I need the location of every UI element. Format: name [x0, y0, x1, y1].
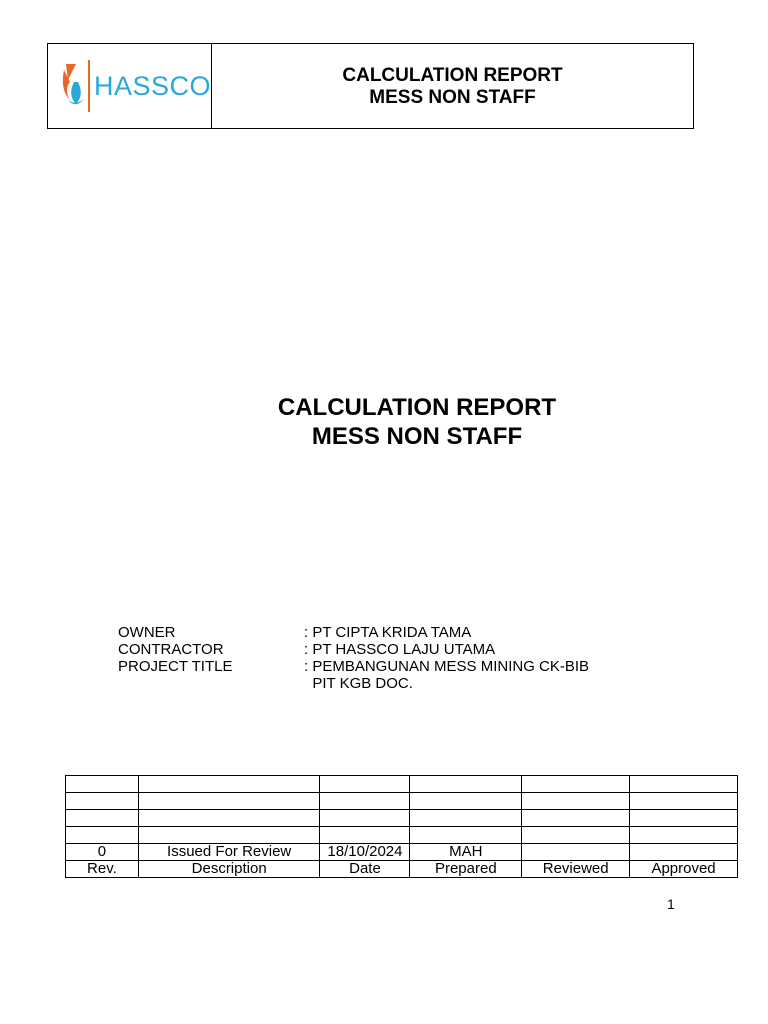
- table-header-cell: Rev.: [66, 861, 139, 878]
- table-cell: [320, 776, 410, 793]
- table-header-cell: Reviewed: [522, 861, 630, 878]
- table-cell: [320, 810, 410, 827]
- table-cell: [630, 810, 738, 827]
- info-row-project-title: [118, 658, 589, 675]
- info-value: : PEMBANGUNAN MESS MINING CK-BIB: [304, 658, 590, 675]
- table-cell: [522, 776, 630, 793]
- table-header-cell: Description: [138, 861, 320, 878]
- table-cell: [630, 793, 738, 810]
- page-number: 1: [667, 896, 675, 912]
- table-cell: [522, 810, 630, 827]
- table-cell: [66, 793, 139, 810]
- revision-table: [65, 775, 738, 878]
- info-label: OWNER: [118, 624, 176, 641]
- table-cell: [138, 810, 320, 827]
- info-value: : PT CIPTA KRIDA TAMA: [304, 624, 472, 641]
- table-row: [66, 776, 738, 793]
- table-cell: [522, 793, 630, 810]
- info-value: : PT HASSCO LAJU UTAMA: [304, 641, 496, 658]
- header-title: [212, 44, 693, 128]
- table-cell: [410, 793, 522, 810]
- table-cell: [522, 827, 630, 844]
- info-label: CONTRACTOR: [118, 641, 224, 658]
- table-cell: [66, 827, 139, 844]
- header-box: [47, 43, 694, 129]
- table-cell: 18/10/2024: [320, 844, 410, 861]
- table-cell: [630, 776, 738, 793]
- info-label: PROJECT TITLE: [118, 658, 233, 675]
- table-cell: [410, 827, 522, 844]
- table-cell: [410, 776, 522, 793]
- logo-text: HASSCO: [93, 70, 211, 101]
- info-row-contractor: [118, 641, 589, 658]
- header-title-line1: CALCULATION REPORT: [342, 65, 563, 86]
- page-title-line1: CALCULATION REPORT: [277, 394, 557, 421]
- info-row-project-title-cont: [118, 675, 589, 692]
- table-cell: [66, 810, 139, 827]
- table-row: [66, 827, 738, 844]
- logo-divider: [88, 60, 90, 112]
- page-title: [0, 393, 768, 451]
- table-header-cell: Prepared: [410, 861, 522, 878]
- table-cell: 0: [66, 844, 139, 861]
- table-cell: [320, 793, 410, 810]
- table-header-cell: Approved: [630, 861, 738, 878]
- table-cell: [320, 827, 410, 844]
- header-title-line2: MESS NON STAFF: [369, 87, 536, 108]
- table-row: [66, 793, 738, 810]
- project-info: [118, 624, 589, 692]
- table-cell: [138, 793, 320, 810]
- info-value: PIT KGB DOC.: [304, 675, 413, 692]
- table-cell: [522, 844, 630, 861]
- table-cell: [630, 827, 738, 844]
- table-header-row: [66, 861, 738, 878]
- table-cell: [66, 776, 139, 793]
- hassco-logo-icon: [60, 60, 86, 112]
- info-label: [118, 675, 304, 692]
- table-cell: MAH: [410, 844, 522, 861]
- logo: [48, 44, 212, 128]
- page-title-line2: MESS NON STAFF: [311, 423, 523, 450]
- table-cell: [138, 776, 320, 793]
- table-cell: [630, 844, 738, 861]
- info-row-owner: [118, 624, 589, 641]
- table-cell: [410, 810, 522, 827]
- table-cell: Issued For Review: [138, 844, 320, 861]
- table-row: [66, 844, 738, 861]
- table-header-cell: Date: [320, 861, 410, 878]
- table-cell: [138, 827, 320, 844]
- table-row: [66, 810, 738, 827]
